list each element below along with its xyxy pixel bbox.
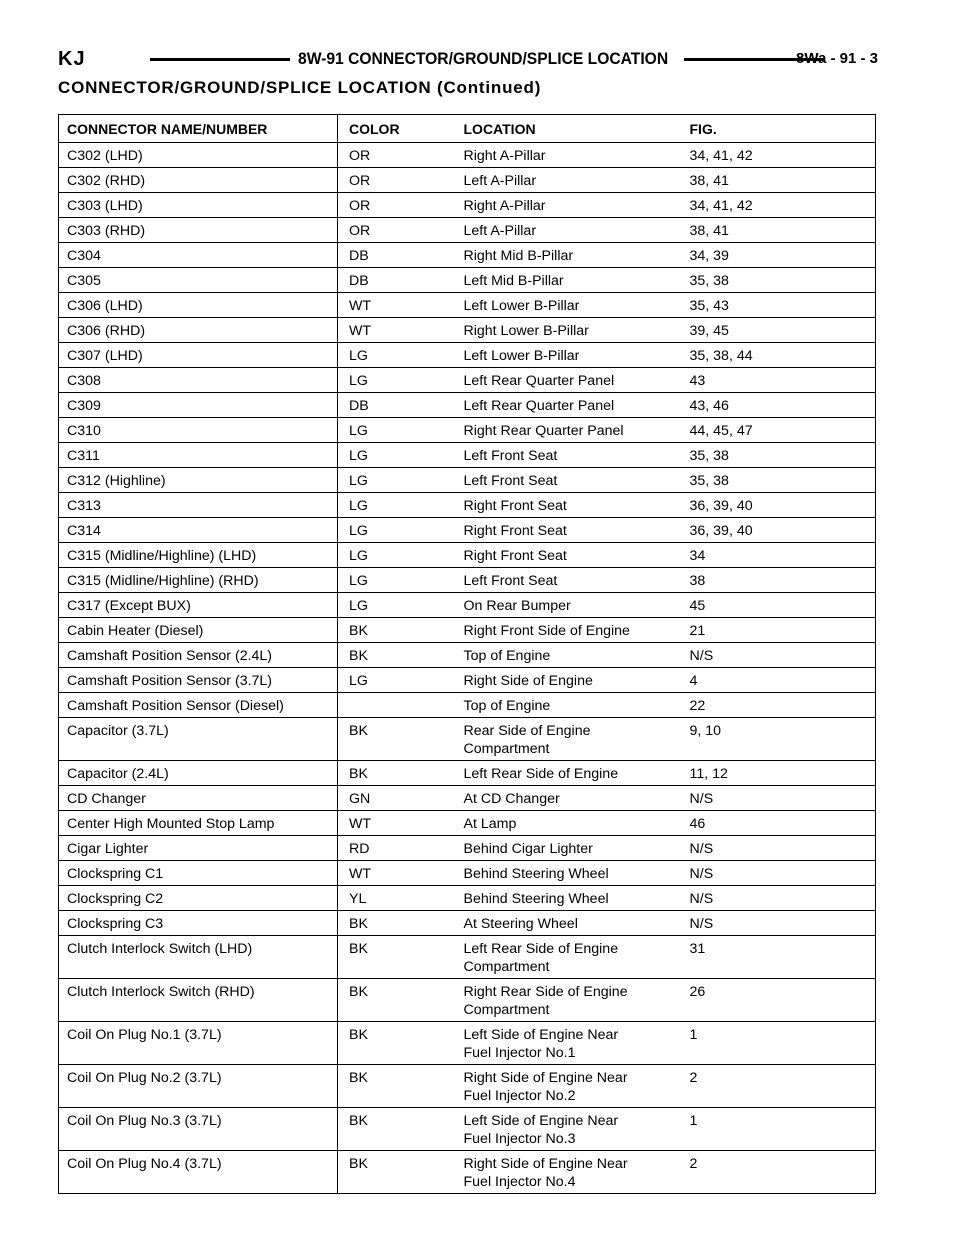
connector-color: DB: [338, 393, 464, 418]
connector-location: [464, 786, 690, 811]
figure-reference: 45: [690, 593, 876, 618]
location-line: Compartment: [463, 959, 550, 975]
figure-reference: 22: [690, 693, 876, 718]
connector-location: [464, 693, 690, 718]
connector-color: BK: [338, 936, 464, 979]
table-row: [59, 761, 876, 786]
table-row: [59, 1065, 876, 1108]
table-row: [59, 836, 876, 861]
connector-location: [464, 618, 690, 643]
connector-location: [464, 168, 690, 193]
figure-reference: 2: [690, 1151, 876, 1194]
connector-color: BK: [338, 643, 464, 668]
connector-location-table: [58, 114, 876, 1194]
figure-reference: 39, 45: [690, 318, 876, 343]
table-row: [59, 343, 876, 368]
figure-reference: 35, 43: [690, 293, 876, 318]
table-row: [59, 168, 876, 193]
connector-location: [464, 493, 690, 518]
column-header-name: CONNECTOR NAME/NUMBER: [59, 115, 338, 143]
connector-name: Center High Mounted Stop Lamp: [59, 811, 338, 836]
connector-name: C304: [59, 243, 338, 268]
table-row: [59, 268, 876, 293]
location-line: Left A-Pillar: [463, 173, 537, 189]
location-line: Right Side of Engine: [463, 673, 593, 689]
connector-color: OR: [338, 218, 464, 243]
connector-color: LG: [338, 468, 464, 493]
figure-reference: 38, 41: [690, 168, 876, 193]
figure-reference: 35, 38: [690, 268, 876, 293]
location-line: Right Front Seat: [463, 523, 567, 539]
connector-location: [464, 368, 690, 393]
connector-location: [464, 668, 690, 693]
connector-color: BK: [338, 1065, 464, 1108]
location-line: Top of Engine: [463, 648, 551, 664]
table-row: [59, 218, 876, 243]
table-row: [59, 418, 876, 443]
table-title: CONNECTOR/GROUND/SPLICE LOCATION (Continued): [58, 78, 542, 97]
connector-color: GN: [338, 786, 464, 811]
connector-color: RD: [338, 836, 464, 861]
location-line: At Steering Wheel: [463, 916, 578, 932]
connector-location: [464, 811, 690, 836]
connector-color: BK: [338, 1022, 464, 1065]
table-row: [59, 786, 876, 811]
connector-color: LG: [338, 418, 464, 443]
connector-name: C310: [59, 418, 338, 443]
connector-name: C302 (RHD): [59, 168, 338, 193]
connector-location: [464, 911, 690, 936]
connector-color: LG: [338, 518, 464, 543]
connector-location: [464, 936, 690, 979]
figure-reference: 44, 45, 47: [690, 418, 876, 443]
connector-color: BK: [338, 761, 464, 786]
connector-name: C315 (Midline/Highline) (RHD): [59, 568, 338, 593]
table-row: [59, 368, 876, 393]
location-line: Right Side of Engine Near: [463, 1070, 628, 1086]
connector-name: Coil On Plug No.2 (3.7L): [59, 1065, 338, 1108]
connector-name: C309: [59, 393, 338, 418]
figure-reference: N/S: [690, 643, 876, 668]
page-number: 8Wa - 91 - 3: [796, 50, 878, 67]
figure-reference: 26: [690, 979, 876, 1022]
connector-color: WT: [338, 318, 464, 343]
table-row: [59, 979, 876, 1022]
connector-name: C313: [59, 493, 338, 518]
connector-name: Camshaft Position Sensor (Diesel): [59, 693, 338, 718]
connector-name: C314: [59, 518, 338, 543]
figure-reference: 35, 38: [690, 468, 876, 493]
connector-location: [464, 886, 690, 911]
table-row: [59, 1108, 876, 1151]
figure-reference: 1: [690, 1022, 876, 1065]
location-line: Left Front Seat: [463, 473, 558, 489]
connector-color: BK: [338, 618, 464, 643]
connector-color: BK: [338, 979, 464, 1022]
connector-name: Clutch Interlock Switch (RHD): [59, 979, 338, 1022]
location-line: Right Front Seat: [463, 498, 567, 514]
table-row: [59, 861, 876, 886]
connector-location: [464, 193, 690, 218]
connector-location: [464, 979, 690, 1022]
connector-name: C302 (LHD): [59, 143, 338, 168]
table-row: [59, 243, 876, 268]
figure-reference: 34, 39: [690, 243, 876, 268]
table-row: [59, 593, 876, 618]
figure-reference: 43: [690, 368, 876, 393]
location-line: Behind Steering Wheel: [463, 866, 609, 882]
location-line: Left Rear Quarter Panel: [463, 373, 615, 389]
table-row: [59, 693, 876, 718]
connector-location: [464, 343, 690, 368]
connector-name: Coil On Plug No.3 (3.7L): [59, 1108, 338, 1151]
location-line: Fuel Injector No.1: [463, 1045, 576, 1061]
connector-name: Capacitor (2.4L): [59, 761, 338, 786]
connector-location: [464, 293, 690, 318]
connector-color: WT: [338, 811, 464, 836]
connector-color: OR: [338, 193, 464, 218]
location-line: Left Front Seat: [463, 573, 558, 589]
connector-location: [464, 393, 690, 418]
connector-name: C306 (LHD): [59, 293, 338, 318]
connector-location: [464, 643, 690, 668]
header-rule-left: [150, 58, 290, 61]
connector-name: C303 (LHD): [59, 193, 338, 218]
connector-name: CD Changer: [59, 786, 338, 811]
location-line: Left Side of Engine Near: [463, 1027, 619, 1043]
location-line: Right Lower B-Pillar: [463, 323, 589, 339]
connector-color: WT: [338, 861, 464, 886]
connector-name: Cigar Lighter: [59, 836, 338, 861]
table-row: [59, 468, 876, 493]
connector-location: [464, 718, 690, 761]
connector-location: [464, 218, 690, 243]
location-line: Right Rear Quarter Panel: [463, 423, 624, 439]
connector-color: LG: [338, 568, 464, 593]
connector-name: Capacitor (3.7L): [59, 718, 338, 761]
figure-reference: 21: [690, 618, 876, 643]
connector-location: [464, 318, 690, 343]
connector-color: BK: [338, 1151, 464, 1194]
connector-color: LG: [338, 343, 464, 368]
connector-color: LG: [338, 668, 464, 693]
connector-name: C311: [59, 443, 338, 468]
connector-name: Camshaft Position Sensor (2.4L): [59, 643, 338, 668]
location-line: Top of Engine: [463, 698, 551, 714]
connector-color: [338, 693, 464, 718]
connector-color: DB: [338, 268, 464, 293]
location-line: Right Front Side of Engine: [463, 623, 630, 639]
figure-reference: 4: [690, 668, 876, 693]
location-line: Compartment: [463, 741, 550, 757]
connector-location: [464, 593, 690, 618]
figure-reference: 1: [690, 1108, 876, 1151]
figure-reference: 34, 41, 42: [690, 193, 876, 218]
figure-reference: N/S: [690, 911, 876, 936]
table-row: [59, 886, 876, 911]
location-line: Fuel Injector No.3: [463, 1131, 576, 1147]
connector-name: C315 (Midline/Highline) (LHD): [59, 543, 338, 568]
figure-reference: 38: [690, 568, 876, 593]
table-row: [59, 568, 876, 593]
figure-reference: 34, 41, 42: [690, 143, 876, 168]
connector-name: Clockspring C3: [59, 911, 338, 936]
figure-reference: N/S: [690, 886, 876, 911]
connector-color: OR: [338, 168, 464, 193]
table-row: [59, 193, 876, 218]
connector-color: LG: [338, 493, 464, 518]
table-row: [59, 643, 876, 668]
connector-name: C305: [59, 268, 338, 293]
connector-name: Cabin Heater (Diesel): [59, 618, 338, 643]
connector-name: Clutch Interlock Switch (LHD): [59, 936, 338, 979]
location-line: Left Rear Side of Engine: [463, 941, 619, 957]
location-line: Fuel Injector No.2: [463, 1088, 576, 1104]
connector-location: [464, 543, 690, 568]
connector-color: BK: [338, 911, 464, 936]
column-header-location: LOCATION: [464, 115, 690, 143]
location-line: Right Mid B-Pillar: [463, 248, 574, 264]
column-header-fig: FIG.: [690, 115, 876, 143]
figure-reference: 36, 39, 40: [690, 518, 876, 543]
connector-location: [464, 268, 690, 293]
location-line: Fuel Injector No.4: [463, 1174, 576, 1190]
connector-location: [464, 836, 690, 861]
model-code: KJ: [58, 48, 86, 70]
figure-reference: 34: [690, 543, 876, 568]
location-line: At Lamp: [463, 816, 517, 832]
location-line: Behind Cigar Lighter: [463, 841, 593, 857]
connector-color: BK: [338, 718, 464, 761]
figure-reference: 2: [690, 1065, 876, 1108]
table-row: [59, 493, 876, 518]
connector-color: LG: [338, 543, 464, 568]
connector-color: LG: [338, 593, 464, 618]
table-row: [59, 543, 876, 568]
figure-reference: N/S: [690, 786, 876, 811]
connector-name: C317 (Except BUX): [59, 593, 338, 618]
connector-name: C303 (RHD): [59, 218, 338, 243]
section-heading: 8W-91 CONNECTOR/GROUND/SPLICE LOCATION: [298, 49, 669, 68]
table-row: [59, 143, 876, 168]
figure-reference: 11, 12: [690, 761, 876, 786]
connector-color: OR: [338, 143, 464, 168]
table-row: [59, 518, 876, 543]
location-line: Left Front Seat: [463, 448, 558, 464]
table-row: [59, 1022, 876, 1065]
connector-color: YL: [338, 886, 464, 911]
table-row: [59, 1151, 876, 1194]
location-line: Right A-Pillar: [463, 148, 546, 164]
connector-name: C307 (LHD): [59, 343, 338, 368]
figure-reference: 46: [690, 811, 876, 836]
figure-reference: 35, 38, 44: [690, 343, 876, 368]
connector-color: LG: [338, 443, 464, 468]
connector-color: WT: [338, 293, 464, 318]
connector-location: [464, 468, 690, 493]
location-line: Right Side of Engine Near: [463, 1156, 628, 1172]
figure-reference: N/S: [690, 836, 876, 861]
location-line: Left Mid B-Pillar: [463, 273, 564, 289]
location-line: Left Lower B-Pillar: [463, 298, 580, 314]
figure-reference: 38, 41: [690, 218, 876, 243]
location-line: Left A-Pillar: [463, 223, 537, 239]
connector-name: C312 (Highline): [59, 468, 338, 493]
connector-name: C308: [59, 368, 338, 393]
connector-location: [464, 243, 690, 268]
location-line: Left Rear Quarter Panel: [463, 398, 615, 414]
table-body: [59, 143, 876, 1194]
location-line: Right Rear Side of Engine: [463, 984, 628, 1000]
location-line: Left Rear Side of Engine: [463, 766, 619, 782]
connector-location: [464, 761, 690, 786]
table-row: [59, 618, 876, 643]
table-row: [59, 911, 876, 936]
connector-location: [464, 861, 690, 886]
connector-name: Camshaft Position Sensor (3.7L): [59, 668, 338, 693]
figure-reference: 36, 39, 40: [690, 493, 876, 518]
location-line: Left Lower B-Pillar: [463, 348, 580, 364]
connector-location: [464, 568, 690, 593]
connector-location: [464, 443, 690, 468]
figure-reference: 43, 46: [690, 393, 876, 418]
connector-color: BK: [338, 1108, 464, 1151]
figure-reference: 31: [690, 936, 876, 979]
table-row: [59, 668, 876, 693]
table-header-row: [59, 115, 876, 143]
table-row: [59, 936, 876, 979]
table-row: [59, 443, 876, 468]
connector-location: [464, 418, 690, 443]
location-line: Right A-Pillar: [463, 198, 546, 214]
location-line: Behind Steering Wheel: [463, 891, 609, 907]
location-line: Right Front Seat: [463, 548, 567, 564]
column-header-color: COLOR: [338, 115, 464, 143]
location-line: Rear Side of Engine: [463, 723, 591, 739]
connector-color: LG: [338, 368, 464, 393]
figure-reference: 9, 10: [690, 718, 876, 761]
connector-name: Coil On Plug No.4 (3.7L): [59, 1151, 338, 1194]
connector-location: [464, 1065, 690, 1108]
connector-name: C306 (RHD): [59, 318, 338, 343]
location-line: On Rear Bumper: [463, 598, 571, 614]
location-line: At CD Changer: [463, 791, 560, 807]
location-line: Left Side of Engine Near: [463, 1113, 619, 1129]
table-row: [59, 318, 876, 343]
connector-location: [464, 143, 690, 168]
connector-color: DB: [338, 243, 464, 268]
figure-reference: N/S: [690, 861, 876, 886]
connector-name: Clockspring C1: [59, 861, 338, 886]
table-row: [59, 393, 876, 418]
connector-location: [464, 518, 690, 543]
figure-reference: 35, 38: [690, 443, 876, 468]
page-header: [58, 46, 878, 74]
table-row: [59, 811, 876, 836]
table-row: [59, 293, 876, 318]
connector-name: Coil On Plug No.1 (3.7L): [59, 1022, 338, 1065]
connector-location: [464, 1151, 690, 1194]
connector-name: Clockspring C2: [59, 886, 338, 911]
location-line: Compartment: [463, 1002, 550, 1018]
table-row: [59, 718, 876, 761]
connector-location: [464, 1022, 690, 1065]
connector-location: [464, 1108, 690, 1151]
